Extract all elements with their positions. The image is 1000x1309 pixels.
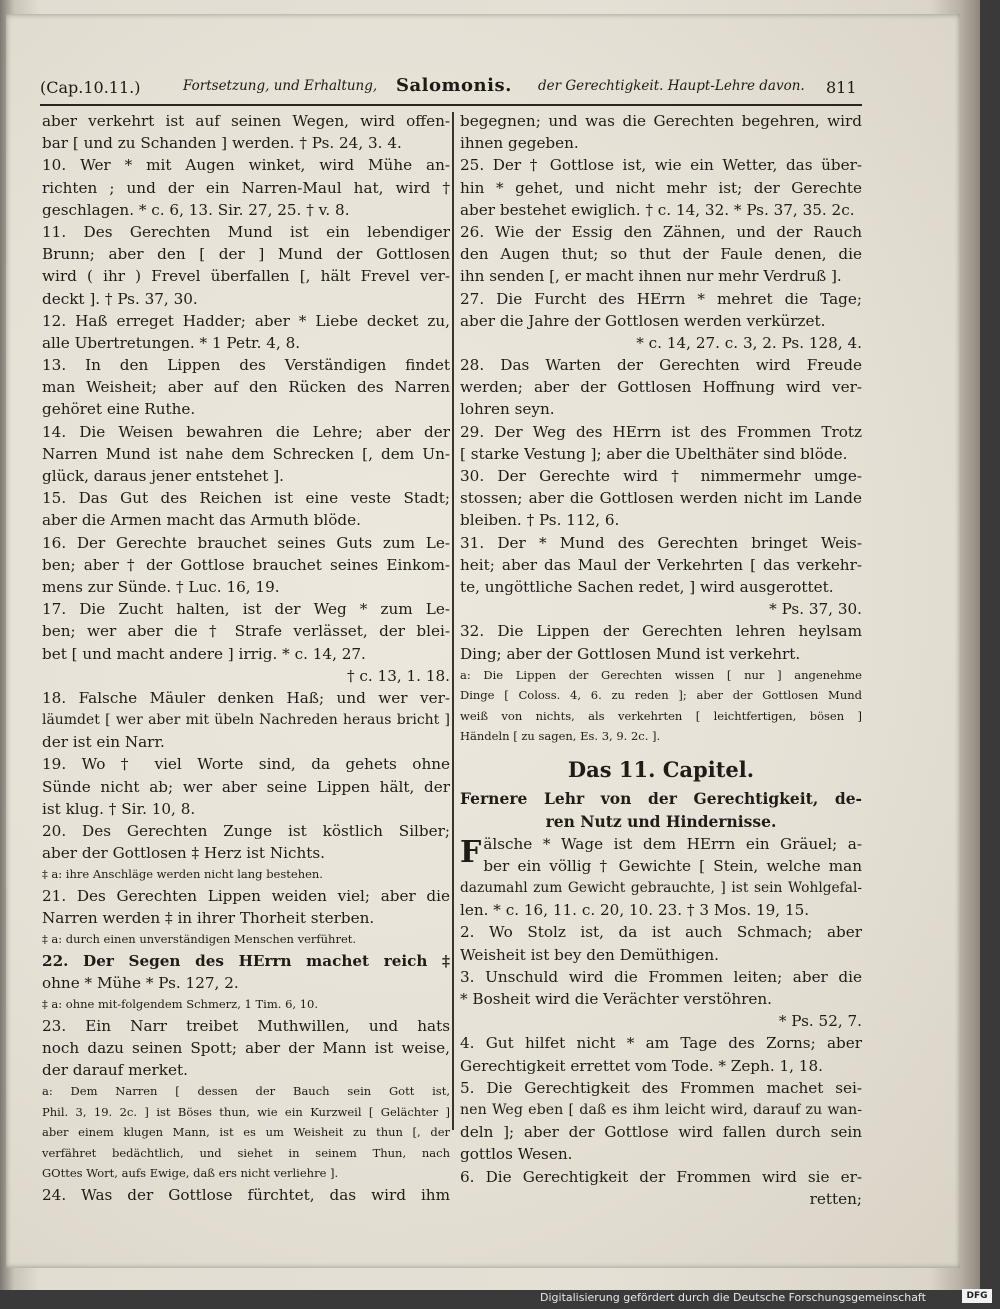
text-line: 24. Was der Gottlose fürchtet, das wird ihm: [42, 1185, 450, 1204]
text-line: 28. Das Warten der Gerechten wird Freude: [460, 356, 862, 375]
drop-cap-initial: F: [460, 834, 482, 870]
text-line: Brunn; aber den [ der ] Mund der Gottlosen: [42, 245, 450, 264]
text-line: aber der Gottlosen ‡ Herz ist Nichts.: [42, 844, 326, 863]
text-line: älsche * Wage ist dem HErrn ein Gräuel; a-: [483, 834, 862, 853]
text-line: aber einem klugen Mann, ist es um Weisheit zu thun [, der: [42, 1125, 450, 1140]
text-line: 22. Der Segen des HErrn machet reich ‡: [42, 951, 450, 970]
text-line: 15. Das Gut des Reichen ist eine veste Stadt;: [42, 489, 450, 508]
text-line: man Weisheit; aber auf den Rücken des Narren: [42, 378, 450, 397]
text-line: len. * c. 16, 11. c. 20, 10. 23. † 3 Mos. 19, 15.: [460, 901, 810, 920]
text-line: noch dazu seinen Spott; aber der Mann ist weise,: [42, 1038, 450, 1057]
text-line: stossen; aber die Gottlosen werden nicht im Lande: [460, 489, 862, 508]
chapter-heading: Das 11. Capitel.: [567, 756, 755, 782]
text-line: 4. Gut hilfet nicht * am Tage des Zorns; aber: [460, 1034, 862, 1053]
text-line: hin * gehet, und nicht mehr ist; der Gerechte: [460, 178, 862, 197]
text-line: läumdet [ wer aber mit übeln Nachreden heraus bricht ]: [42, 712, 450, 729]
text-line: 20. Des Gerechten Zunge ist köstlich Silber;: [42, 822, 450, 840]
text-line: heit; aber das Maul der Verkehrten [ das verkehr-: [460, 555, 862, 574]
text-line: aber verkehrt ist auf seinen Wegen, wird offen-: [42, 112, 450, 130]
text-line: 18. Falsche Mäuler denken Haß; und wer ver-: [42, 688, 450, 707]
text-line: wird ( ihr ) Frevel überfallen [, hält Frevel ver-: [42, 267, 450, 286]
text-line: nen Weg eben [ daß es ihm leicht wird, darauf zu wan-: [460, 1101, 862, 1118]
text-line: a: Dem Narren [ dessen der Bauch sein Gott ist,: [42, 1084, 450, 1099]
text-line: Dinge [ Coloss. 4, 6. zu reden ]; aber der Gottlosen Mund: [460, 688, 862, 703]
text-line: bet [ und macht andere ] irrig. * c. 14, 27.: [42, 644, 366, 663]
text-line: ‡ a: durch einen unverständigen Menschen verführet.: [42, 932, 357, 947]
text-line: 16. Der Gerechte brauchet seines Guts zum Le-: [42, 533, 450, 552]
chapter-summary-line-1: Fernere Lehr von der Gerechtigkeit, de-: [460, 788, 862, 808]
text-line: retten;: [809, 1189, 862, 1208]
text-line: † c. 13, 1. 18.: [346, 666, 450, 685]
text-line: ist klug. † Sir. 10, 8.: [42, 799, 196, 818]
text-line: [ starke Vestung ]; aber die Ubelthäter sind blöde.: [460, 444, 848, 463]
text-line: Weisheit ist bey den Demüthigen.: [460, 945, 719, 964]
text-line: 32. Die Lippen der Gerechten lehren heylsam: [460, 622, 862, 641]
text-line: ‡ a: ihre Anschläge werden nicht lang bestehen.: [42, 867, 323, 882]
running-header-chapter-ref: (Cap.10.11.): [40, 78, 141, 97]
text-line: 30. Der Gerechte wird † nimmermehr umge-: [460, 467, 862, 485]
right-text-column: [460, 110, 862, 1210]
running-header-right-title: der Gerechtigkeit. Haupt-Lehre davon.: [538, 78, 805, 94]
text-line: ihn senden [, er macht ihnen nur mehr Verdruß ].: [460, 267, 842, 286]
text-line: bar [ und zu Schanden ] werden. † Ps. 24, 3. 4.: [42, 134, 402, 153]
left-text-column: [42, 110, 450, 1206]
text-line: bleiben. † Ps. 112, 6.: [460, 511, 620, 530]
text-line: aber die Jahre der Gottlosen werden verkürzet.: [460, 311, 826, 330]
text-line: aber bestehet ewiglich. † c. 14, 32. * Ps. 37, 35. 2c.: [460, 200, 855, 219]
text-line: Sünde nicht ab; wer aber seine Lippen hält, der: [42, 777, 450, 796]
text-line: 23. Ein Narr treibet Muthwillen, und hats: [42, 1016, 450, 1035]
text-line: glück, daraus jener entstehet ].: [42, 467, 284, 485]
text-line: der darauf merket.: [42, 1061, 188, 1079]
text-line: ‡ a: ohne mit-folgendem Schmerz, 1 Tim. 6, 10.: [42, 997, 318, 1012]
text-line: den Augen thut; so thut der Faule denen, die: [460, 245, 862, 264]
text-line: Händeln [ zu sagen, Es. 3, 9. 2c. ].: [460, 729, 661, 744]
text-line: mens zur Sünde. † Luc. 16, 19.: [42, 577, 280, 596]
chapter-summary-line-2: ren Nutz und Hindernisse.: [545, 811, 777, 831]
digitization-credit: Digitalisierung gefördert durch die Deutsche Forschungsgemeinschaft: [540, 1291, 926, 1304]
text-line: ben; aber † der Gottlose brauchet seines Einkom-: [42, 555, 450, 574]
text-line: der ist ein Narr.: [42, 733, 165, 752]
text-line: deckt ]. † Ps. 37, 30.: [42, 289, 198, 308]
text-line: 17. Die Zucht halten, ist der Weg * zum Le-: [42, 600, 450, 619]
text-line: Gerechtigkeit errettet vom Tode. * Zeph. 1, 18.: [460, 1056, 823, 1075]
text-line: gottlos Wesen.: [460, 1145, 573, 1164]
text-line: 19. Wo † viel Worte sind, da gehets ohne: [42, 755, 450, 774]
text-line: verfähret bedächtlich, und siehet in seinem Thun, nach: [42, 1145, 450, 1160]
text-line: 3. Unschuld wird die Frommen leiten; aber die: [460, 967, 862, 986]
text-line: Ding; aber der Gottlosen Mund ist verkehrt.: [460, 644, 801, 663]
text-line: * Bosheit wird die Verächter verstöhren.: [460, 990, 772, 1008]
text-line: a: Die Lippen der Gerechten wissen [ nur ] angenehme: [460, 667, 862, 682]
text-line: * Ps. 37, 30.: [769, 600, 862, 619]
text-line: weiß von nichts, als verkehrten [ leichtfertigen, bösen ]: [460, 708, 862, 723]
text-line: alle Ubertretungen. * 1 Petr. 4, 8.: [42, 333, 301, 352]
text-line: 25. Der † Gottlose ist, wie ein Wetter, das über-: [460, 156, 862, 175]
running-header-left-title: Fortsetzung, und Erhaltung,: [183, 78, 378, 94]
text-line: * c. 14, 27. c. 3, 2. Ps. 128, 4.: [636, 333, 862, 352]
chapter-10-continuation: [460, 110, 862, 747]
running-header-book-name: Salomonis.: [396, 75, 512, 96]
text-line: lohren seyn.: [460, 400, 555, 419]
text-line: ber ein völlig † Gewichte [ Stein, welche man: [483, 856, 862, 875]
text-line: richten ; und der ein Narren-Maul hat, wird †: [42, 178, 450, 197]
text-line: te, ungöttliche Sachen redet, ] wird ausgerottet.: [460, 577, 834, 596]
text-line: ihnen gegeben.: [460, 134, 579, 153]
header-rule: [40, 104, 862, 106]
text-line: 31. Der * Mund des Gerechten bringet Weis-: [460, 533, 862, 552]
text-line: 14. Die Weisen bewahren die Lehre; aber der: [42, 422, 450, 441]
column-divider: [452, 112, 454, 1130]
text-line: 29. Der Weg des HErrn ist des Frommen Trotz: [460, 422, 862, 441]
text-line: 11. Des Gerechten Mund ist ein lebendiger: [42, 222, 450, 241]
text-line: 26. Wie der Essig den Zähnen, und der Rauch: [460, 222, 862, 241]
text-line: dazumahl zum Gewicht gebrauchte, ] ist sein Wohlgefal-: [460, 880, 862, 897]
text-line: 2. Wo Stolz ist, da ist auch Schmach; aber: [460, 923, 862, 942]
text-line: 5. Die Gerechtigkeit des Frommen machet sei-: [460, 1078, 862, 1097]
text-line: * Ps. 52, 7.: [778, 1012, 862, 1031]
dfg-logo: DFG: [962, 1289, 992, 1303]
text-line: Phil. 3, 19. 2c. ] ist Böses thun, wie ein Kurzweil [ Gelächter ]: [42, 1104, 450, 1119]
text-line: 27. Die Furcht des HErrn * mehret die Tage;: [460, 289, 862, 308]
text-line: GOttes Wort, aufs Ewige, daß ers nicht verliehre ].: [42, 1166, 339, 1181]
text-line: begegnen; und was die Gerechten begehren, wird: [460, 112, 862, 130]
text-line: geschlagen. * c. 6, 13. Sir. 27, 25. † v. 8.: [42, 200, 350, 219]
text-line: Narren werden ‡ in ihrer Thorheit sterben.: [42, 909, 375, 928]
text-line: werden; aber der Gottlosen Hoffnung wird ver-: [460, 378, 862, 397]
text-line: 13. In den Lippen des Verständigen findet: [42, 356, 450, 375]
text-line: gehöret eine Ruthe.: [42, 400, 196, 419]
text-line: 6. Die Gerechtigkeit der Frommen wird sie er-: [460, 1167, 862, 1186]
text-line: 12. Haß erreget Hadder; aber * Liebe decket zu,: [42, 311, 450, 330]
text-line: Narren Mund ist nahe dem Schrecken [, dem Un-: [42, 444, 450, 463]
text-line: 21. Des Gerechten Lippen weiden viel; aber die: [42, 886, 450, 905]
text-line: 10. Wer * mit Augen winket, wird Mühe an-: [42, 156, 450, 175]
text-line: ohne * Mühe * Ps. 127, 2.: [42, 973, 239, 992]
chapter-11-text: [460, 833, 862, 1210]
text-line: ben; wer aber die † Strafe verlässet, der blei-: [42, 622, 450, 641]
page-number: 811: [826, 78, 857, 97]
text-line: deln ]; aber der Gottlose wird fallen durch sein: [460, 1123, 862, 1142]
text-line: aber die Armen macht das Armuth blöde.: [42, 511, 361, 530]
